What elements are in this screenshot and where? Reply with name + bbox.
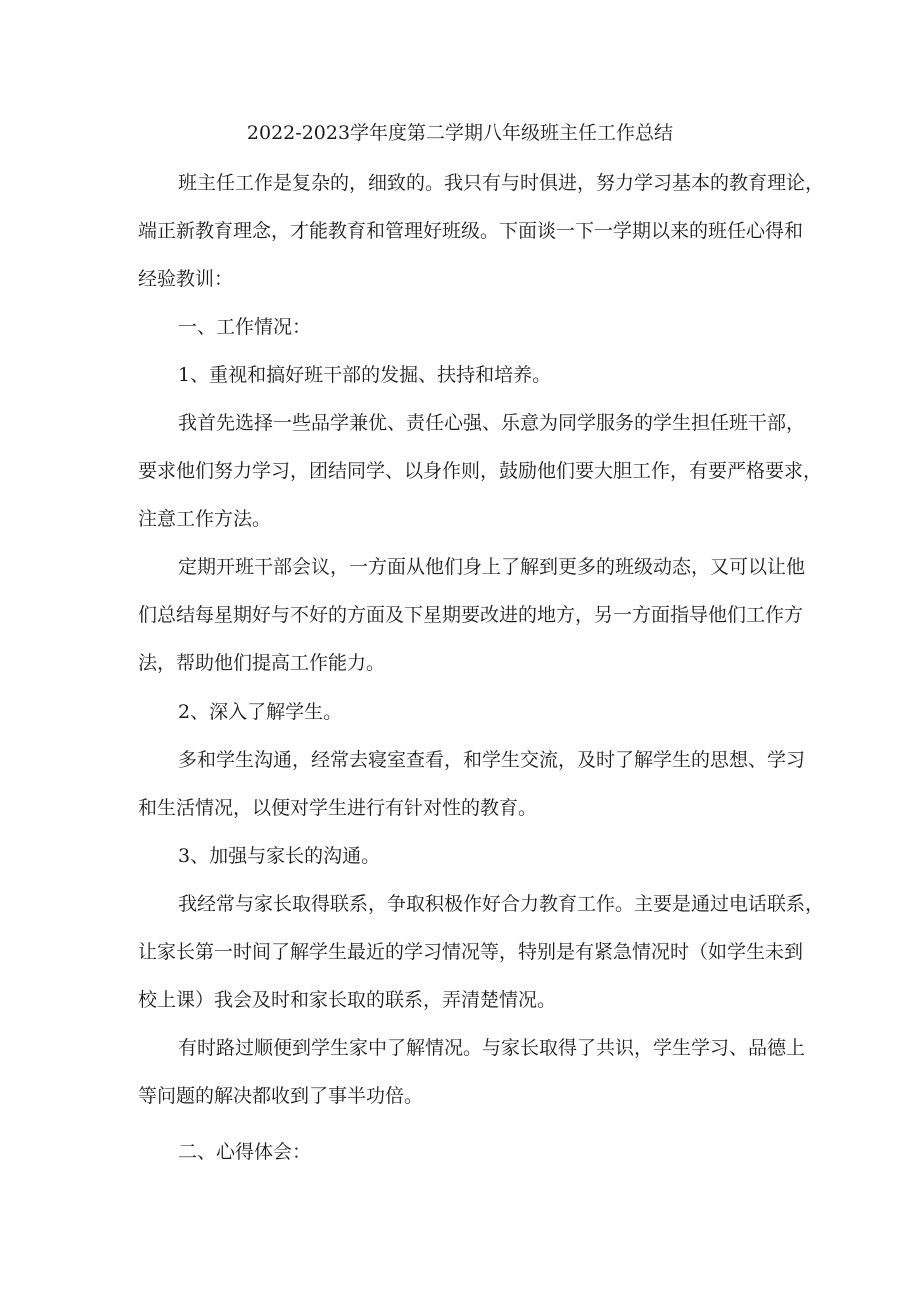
paragraph-line: 班主任工作是复杂的，细致的。我只有与时俱进，努力学习基本的教育理论， [178, 172, 825, 194]
subsection-heading: 1、重视和搞好班干部的发掘、扶持和培养。 [178, 364, 552, 386]
paragraph-line: 经验教训： [138, 268, 234, 290]
paragraph-line: 校上课）我会及时和家长取的联系，弄清楚情况。 [138, 989, 557, 1011]
paragraph-line: 和生活情况，以便对学生进行有针对性的教育。 [138, 797, 538, 819]
section-heading: 二、心得体会： [178, 1141, 312, 1163]
subsection-heading: 3、加强与家长的沟通。 [178, 845, 381, 867]
paragraph-line: 我首先选择一些品学兼优、责任心强、乐意为同学服务的学生担任班干部， [178, 412, 806, 434]
paragraph-line: 有时路过顺便到学生家中了解情况。与家长取得了共识，学生学习、品德上 [178, 1037, 806, 1059]
paragraph-line: 端正新教育理念，才能教育和管理好班级。下面谈一下一学期以来的班任心得和 [138, 220, 804, 242]
subsection-heading: 2、深入了解学生。 [178, 701, 343, 723]
paragraph-line: 注意工作方法。 [138, 508, 272, 530]
paragraph-line: 我经常与家长取得联系，争取积极作好合力教育工作。主要是通过电话联系， [178, 893, 825, 915]
document-title: 2022-2023学年度第二学期八年级班主任工作总结 [246, 122, 674, 144]
paragraph-line: 要求他们努力学习，团结同学、以身作则，鼓励他们要大胆工作，有要严格要求， [138, 460, 823, 482]
paragraph-line: 让家长第一时间了解学生最近的学习情况等，特别是有紧急情况时（如学生未到 [138, 941, 804, 963]
section-heading: 一、工作情况： [178, 316, 312, 338]
paragraph-line: 们总结每星期好与不好的方面及下星期要改进的地方，另一方面指导他们工作方 [138, 604, 804, 626]
paragraph-line: 定期开班干部会议，一方面从他们身上了解到更多的班级动态，又可以让他 [178, 556, 806, 578]
paragraph-line: 等问题的解决都收到了事半功倍。 [138, 1085, 424, 1107]
paragraph-line: 多和学生沟通，经常去寝室查看，和学生交流，及时了解学生的思想、学习 [178, 749, 806, 771]
paragraph-line: 法，帮助他们提高工作能力。 [138, 652, 386, 674]
